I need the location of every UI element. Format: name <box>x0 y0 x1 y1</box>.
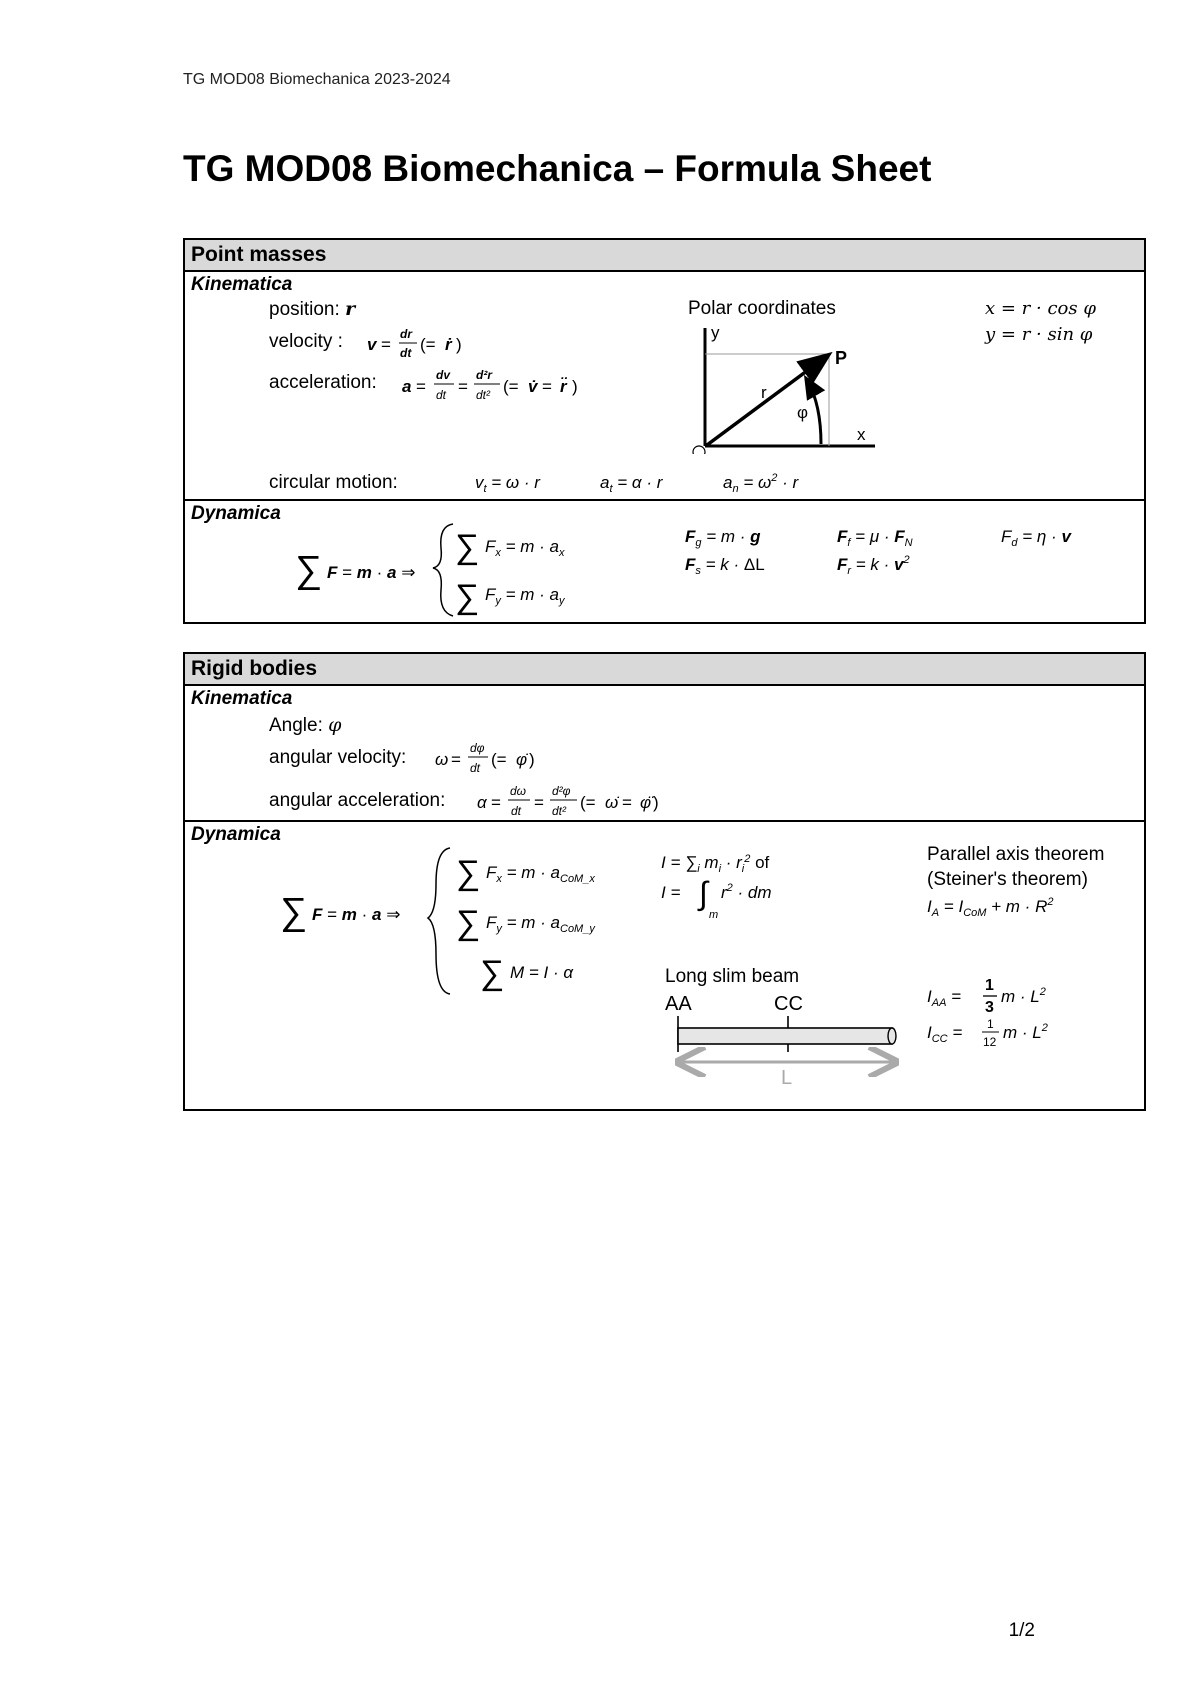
svg-text:(=: (= <box>580 793 596 812</box>
pm-position <box>269 298 355 321</box>
svg-text:dt²: dt² <box>476 388 491 402</box>
svg-text:dr: dr <box>400 327 412 341</box>
rb-beam-inertias <box>927 972 1127 1052</box>
svg-text:∑: ∑ <box>295 549 323 591</box>
eq-fg: $F_g = m \cdot g$ <box>685 527 761 549</box>
page-number: 1/2 <box>1008 1620 1035 1641</box>
svg-text:(=: (= <box>420 335 436 354</box>
svg-text:3: 3 <box>985 999 994 1016</box>
svg-text:∑: ∑ <box>455 528 480 566</box>
page-header: TG MOD08 Biomechanica 2023-2024 <box>183 71 451 88</box>
beam-diagram <box>661 990 921 1100</box>
pm-newton-system <box>295 520 625 620</box>
svg-text:m · L2: $m \cdot L^2$ <box>1001 986 1046 1006</box>
eq-iaa: $I_{AA}$ = <box>927 987 962 1009</box>
svg-text:∑: ∑ <box>456 904 481 942</box>
svg-text:): ) <box>529 750 535 769</box>
svg-text:=: = <box>542 377 552 396</box>
eq-inertia-sum: $I = \sum_i$ $m_i \cdot r_i^2$ of <box>661 853 770 875</box>
pm-kinematics-label: Kinematica <box>191 274 293 295</box>
svg-text:=: = <box>491 793 501 812</box>
svg-text:dφ: dφ <box>470 741 485 755</box>
pm-polar-y: y = r · sin φ <box>985 324 1093 345</box>
svg-text:dt: dt <box>470 761 481 775</box>
svg-text:dt: dt <box>400 346 412 360</box>
svg-text:α: α <box>477 793 487 812</box>
svg-text:=: = <box>381 335 391 354</box>
pm-position-symbol: r <box>345 298 356 320</box>
svg-text:a: a <box>402 377 412 396</box>
svg-text:dω: dω <box>510 784 527 798</box>
svg-text:): ) <box>572 377 578 396</box>
svg-text:∑: ∑ <box>280 891 308 933</box>
diagram-y-label: y <box>711 323 720 342</box>
page-title: TG MOD08 Biomechanica – Formula Sheet <box>183 148 932 189</box>
svg-text:m · L2: $m \cdot L^2$ <box>1003 1022 1048 1042</box>
pm-position-label: position: <box>269 299 340 320</box>
svg-text:dt²: dt² <box>552 804 567 818</box>
svg-text:ṙ: ṙ <box>445 335 452 354</box>
eq-fs: $F_s = k \cdot \Delta L$ <box>685 555 765 577</box>
beam-l-label: L <box>781 1067 793 1089</box>
pm-force-laws <box>685 520 1135 580</box>
svg-text:ω: ω <box>435 750 449 769</box>
pm-circular-label: circular motion: <box>269 472 398 493</box>
svg-text:(=: (= <box>491 750 507 769</box>
pm-velocity-label: velocity : <box>269 331 343 352</box>
rigid-bodies-box <box>183 652 1146 1111</box>
svg-text:∑: ∑ <box>456 854 481 892</box>
pm-velocity-eq-svg <box>365 320 485 364</box>
rb-angvel-eq <box>433 734 573 780</box>
rb-fy-eq: $F_y = m \cdot a_{CoM\_y}$ <box>486 913 595 935</box>
rb-dynamics-label: Dynamica <box>191 824 281 845</box>
svg-text:v̇: v̇ <box>528 377 538 396</box>
rb-newton-system <box>280 844 640 1004</box>
svg-text:=: = <box>416 377 426 396</box>
rb-angle-symbol: φ <box>328 714 342 736</box>
rb-angacc-label: angular acceleration: <box>269 790 446 811</box>
svg-text:v: v <box>367 335 377 354</box>
point-masses-heading: Point masses <box>185 240 1144 272</box>
svg-text:φ̈: φ̈ <box>640 793 652 812</box>
svg-text:r2 · dm: $r^2$ · dm <box>721 882 772 902</box>
svg-text:=: = <box>534 793 544 812</box>
rigid-bodies-heading: Rigid bodies <box>185 654 1144 686</box>
svg-text:12: 12 <box>983 1035 997 1049</box>
eq-at: $a_t = \alpha \cdot r$ <box>600 473 663 495</box>
eq-icc: $I_{CC}$ = <box>927 1023 963 1045</box>
rb-kinematics-label: Kinematica <box>191 688 293 709</box>
svg-text:1: 1 <box>987 1017 994 1031</box>
svg-text:dv: dv <box>436 368 451 382</box>
svg-text:(=: (= <box>503 377 519 396</box>
svg-text:d²φ: d²φ <box>552 784 571 798</box>
svg-text:dt: dt <box>436 388 447 402</box>
svg-text:ω̇: ω̇ <box>605 793 619 812</box>
rb-inertia <box>661 846 861 926</box>
svg-text:): ) <box>456 335 462 354</box>
eq-fr: $F_r = k \cdot v^2$ <box>837 554 910 577</box>
eq-fd: $F_d = \eta \cdot v$ <box>1001 527 1071 549</box>
rb-steiner-title: Parallel axis theorem <box>927 844 1105 865</box>
svg-text:φ̇: φ̇ <box>516 750 528 769</box>
origin-marker <box>693 446 705 454</box>
beam-aa-label: AA <box>665 993 692 1015</box>
rb-divider <box>185 820 1144 822</box>
svg-text:=: = <box>622 793 632 812</box>
svg-text:∑: ∑ <box>455 578 480 616</box>
svg-text:F = m · a ⇒: F = m · a ⇒ <box>327 563 416 582</box>
point-masses-box <box>183 238 1146 624</box>
rb-moment-eq: M = I · α <box>510 963 574 982</box>
rb-fx-eq: $F_x = m \cdot a_{CoM\_x}$ <box>486 863 595 885</box>
rb-angle-label: Angle: <box>269 715 323 736</box>
radius-vector <box>707 356 827 445</box>
svg-text:1: 1 <box>985 977 994 994</box>
rb-angle <box>269 714 341 737</box>
eq-ff: $F_f = \mu \cdot F_N$ <box>837 527 913 549</box>
diagram-x-label: x <box>857 425 866 444</box>
rb-angacc-eq <box>475 776 705 822</box>
svg-text:d²r: d²r <box>476 368 492 382</box>
svg-text:∑: ∑ <box>480 954 505 992</box>
diagram-p-label: P <box>835 348 848 368</box>
svg-text:∫: ∫ <box>699 875 708 911</box>
diagram-r-label: r <box>761 383 767 402</box>
polar-diagram <box>685 318 895 454</box>
beam-body <box>678 1028 892 1044</box>
rb-beam-label: Long slim beam <box>665 966 800 987</box>
svg-text:dt: dt <box>511 804 522 818</box>
diagram-phi-label: φ <box>797 403 809 422</box>
svg-text:F = m · a ⇒: F = m · a ⇒ <box>312 905 401 924</box>
pm-fx-eq: $F_x = m \cdot a_x$ <box>485 537 565 559</box>
pm-acceleration-eq-svg <box>400 360 620 406</box>
rb-steiner-eq <box>927 892 1137 922</box>
svg-text:m: m <box>709 909 719 921</box>
pm-circular-eqs <box>475 466 875 496</box>
eq-an: $a_n = \omega^2 \cdot r$ <box>723 472 799 495</box>
svg-text:=: = <box>451 750 461 769</box>
pm-polar-label: Polar coordinates <box>688 298 836 319</box>
svg-text:=: = <box>458 377 468 396</box>
eq-vt: $v_t = \omega \cdot r$ <box>475 473 540 495</box>
pm-polar-x: x = r · cos φ <box>985 298 1096 319</box>
pm-fy-eq: $F_y = m \cdot a_y$ <box>485 585 565 607</box>
rb-steiner-sub: (Steiner's theorem) <box>927 869 1088 890</box>
pm-divider <box>185 499 1144 501</box>
beam-end <box>888 1028 896 1044</box>
eq-inertia-int: I = <box>661 883 681 902</box>
svg-text:): ) <box>653 793 659 812</box>
pm-acceleration-eq <box>400 360 620 411</box>
pm-acceleration-label: acceleration: <box>269 372 377 393</box>
phi-arc-arrow <box>807 380 821 444</box>
pm-dynamics-label: Dynamica <box>191 503 281 524</box>
svg-text:IA = ICoM + m · R2: $I_A = I_{CoM} + m \cdot R^2$ <box>927 896 1054 919</box>
rb-angvel-label: angular velocity: <box>269 747 407 768</box>
svg-text:r̈: r̈ <box>560 377 567 396</box>
beam-cc-label: CC <box>774 993 803 1015</box>
